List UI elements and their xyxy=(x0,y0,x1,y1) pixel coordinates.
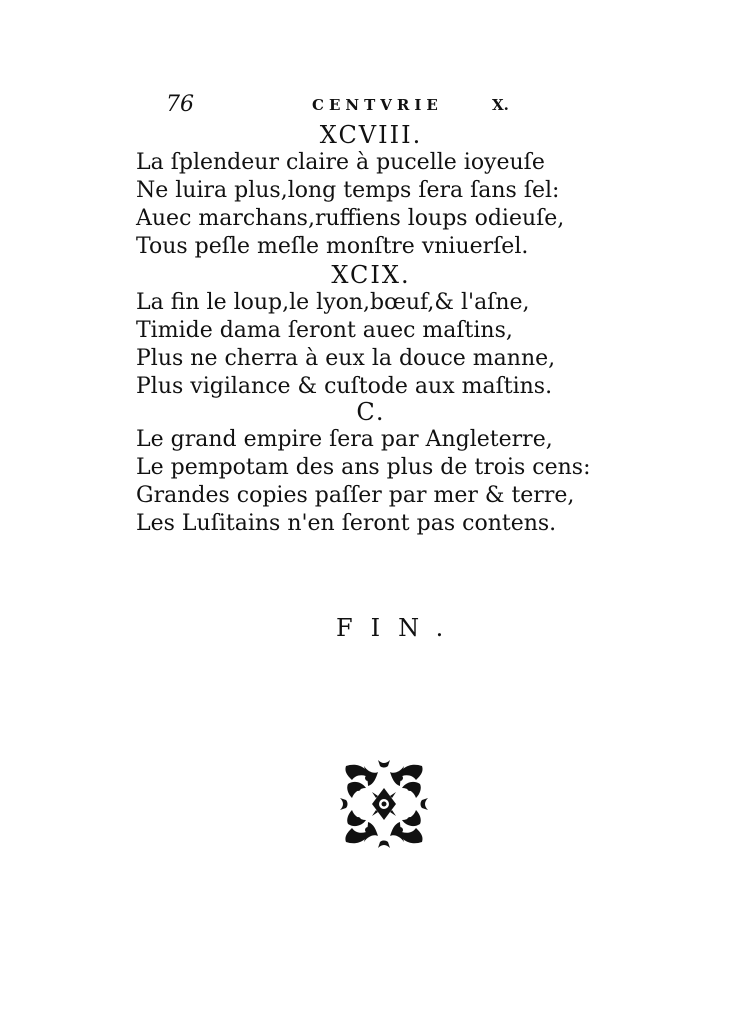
quatrain-number: XCIX. xyxy=(331,261,411,289)
verse-line: Ne luira plus,long temps ſera ſans ſel: xyxy=(136,178,560,203)
quatrain-number: C. xyxy=(356,398,386,426)
running-head: CENTVRIE xyxy=(312,96,443,114)
quatrain-99 xyxy=(136,261,576,401)
quatrain-number: XCVIII. xyxy=(319,121,423,149)
fin-text: FIN. xyxy=(336,614,462,642)
verse-line: Auec marchans,ruffiens loups odieuſe, xyxy=(136,206,565,231)
verse-line: Le pempotam des ans plus de trois cens: xyxy=(136,455,591,480)
running-head-number: X. xyxy=(492,96,509,114)
fleuron-ornament-icon xyxy=(338,758,430,850)
verse-line: Timide dama ſeront auec maſtins, xyxy=(136,318,513,343)
verse-line: La fin le loup,le lyon,bœuf,& l'aſne, xyxy=(136,290,530,315)
verse-line: Le grand empire ſera par Angleterre, xyxy=(136,427,553,452)
verse-line: Plus vigilance & cuſtode aux maſtins. xyxy=(136,374,553,399)
quatrain-98 xyxy=(136,121,576,261)
page-header xyxy=(166,92,526,122)
quatrain-100 xyxy=(136,398,591,538)
verse-line: Grandes copies paſſer par mer & terre, xyxy=(136,483,575,508)
verse-line: Plus ne cherra à eux la douce manne, xyxy=(136,346,556,371)
verse-line: Les Luſitains n'en ſeront pas contens. xyxy=(136,511,557,536)
verse-line: La ſplendeur claire à pucelle ioyeuſe xyxy=(136,150,545,175)
verse-line: Tous peſle meſle monſtre vniuerſel. xyxy=(136,234,529,259)
page-number: 76 xyxy=(166,92,194,117)
